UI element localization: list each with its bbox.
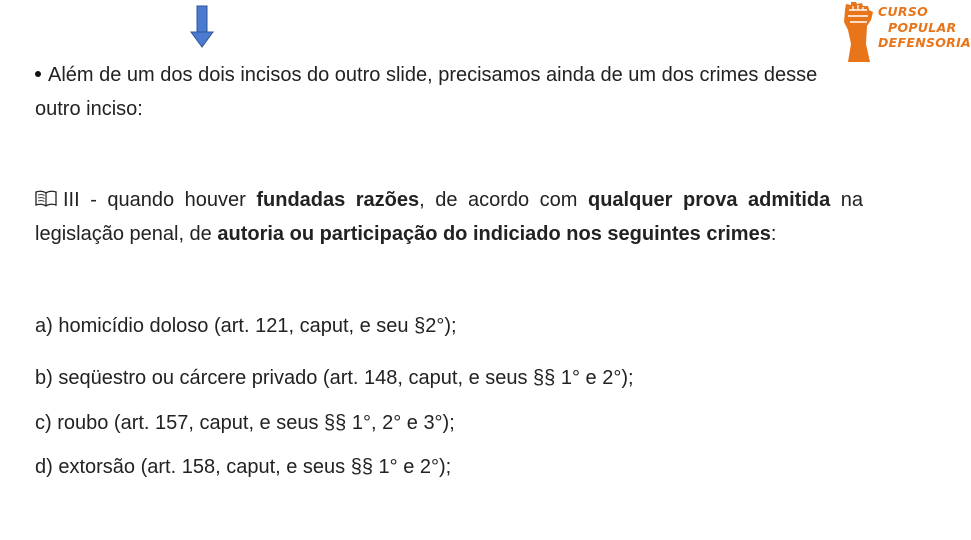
law-text-bold: qualquer prova admitida [588, 189, 831, 211]
intro-text: Além de um dos dois incisos do outro slide, precisamos ainda de um dos crimes desse outro inciso: [35, 64, 818, 120]
bullet-icon [35, 71, 41, 77]
law-paragraph [35, 183, 863, 251]
law-text-segment: , de acordo com [419, 189, 588, 211]
logo-text [878, 4, 971, 51]
law-text-segment: III - quando houver [63, 189, 257, 211]
logo [836, 0, 971, 66]
fist-icon [836, 0, 884, 66]
book-icon [35, 190, 57, 208]
list-item-b: b) seqüestro ou cárcere privado (art. 148, caput, e seus §§ 1° e 2°); [35, 367, 634, 389]
intro-paragraph [35, 58, 863, 126]
logo-line-3: DEFENSORIA [878, 35, 971, 50]
arrow-down-icon [191, 6, 213, 48]
list-item-a: a) homicídio doloso (art. 121, caput, e seu §2°); [35, 315, 457, 337]
list-item-d: d) extorsão (art. 158, caput, e seus §§ 1° e 2°); [35, 456, 452, 478]
law-text-segment: : [770, 223, 777, 245]
list-item-c: c) roubo (art. 157, caput, e seus §§ 1°, 2° e 3°); [35, 412, 455, 434]
law-text-bold: fundadas razões [256, 189, 420, 211]
logo-line-2: POPULAR [888, 19, 957, 35]
law-text-segment: na legislação penal, de [35, 189, 863, 245]
law-text-bold: autoria ou participação do indiciado nos seguintes crimes [217, 223, 771, 245]
logo-line-1: CURSO [878, 4, 929, 19]
law-text [35, 189, 863, 245]
